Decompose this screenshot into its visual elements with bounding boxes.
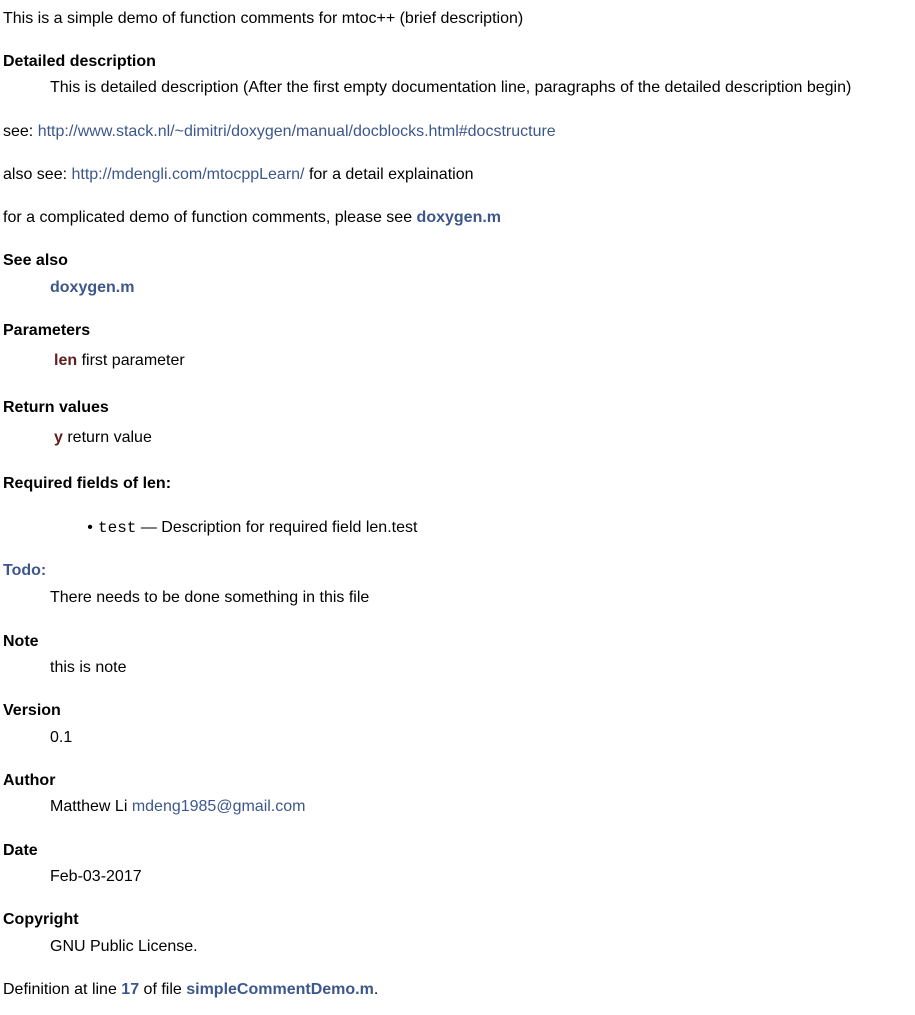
note-title: Note xyxy=(3,633,39,650)
see-also-section xyxy=(3,251,134,297)
return-values-title: Return values xyxy=(3,399,109,416)
also-see-prefix: also see: xyxy=(3,166,72,183)
author-section xyxy=(3,771,305,816)
return-desc: return value xyxy=(62,429,152,446)
also-see-suffix: for a detail explaination xyxy=(304,166,474,183)
complicated-prefix: for a complicated demo of function comments, please see xyxy=(3,209,417,226)
author-title: Author xyxy=(3,772,56,789)
complicated-demo-line xyxy=(3,208,501,227)
source-file-link[interactable]: simpleCommentDemo.m xyxy=(186,981,374,998)
definition-middle: of file xyxy=(139,981,187,998)
definition-prefix: Definition at line xyxy=(3,981,122,998)
parameters-section xyxy=(3,321,185,370)
parameter-row xyxy=(3,351,185,370)
parameters-title: Parameters xyxy=(3,322,91,339)
version-section xyxy=(3,701,72,747)
definition-suffix: . xyxy=(373,981,379,998)
see-line xyxy=(3,122,556,141)
param-name: len xyxy=(54,352,78,369)
date-section xyxy=(3,841,142,886)
brief-description: This is a simple demo of function comments for mtoc++ (brief description) xyxy=(3,10,524,27)
return-value-row xyxy=(3,428,152,447)
required-fields-title: Required fields of len: xyxy=(3,475,172,492)
note-section xyxy=(3,632,126,677)
date-title: Date xyxy=(3,842,38,859)
docstructure-link[interactable]: http://www.stack.nl/~dimitri/doxygen/manual/docblocks.html#docstructure xyxy=(37,123,556,140)
required-fields-list xyxy=(3,518,417,538)
version-title: Version xyxy=(3,702,61,719)
copyright-title: Copyright xyxy=(3,911,79,928)
detailed-title: Detailed description xyxy=(3,53,156,70)
detailed-section xyxy=(3,52,851,97)
see-also-title: See also xyxy=(3,252,68,269)
date-text: Feb-03-2017 xyxy=(50,868,142,885)
definition-line xyxy=(3,980,378,999)
todo-section xyxy=(3,562,369,607)
todo-text: There needs to be done something in this file xyxy=(50,589,370,606)
field-dash: — xyxy=(136,519,162,536)
return-values-section xyxy=(3,398,152,447)
field-desc: Description for required field len.test xyxy=(161,519,418,536)
copyright-text: GNU Public License. xyxy=(50,938,198,955)
param-desc: first parameter xyxy=(77,352,185,369)
line-number-link[interactable]: 17 xyxy=(121,981,140,998)
author-row xyxy=(3,797,305,816)
see-prefix: see: xyxy=(3,123,38,140)
detailed-text: This is detailed description (After the first empty documentation line, paragraphs of the detailed description begin) xyxy=(50,79,852,96)
required-fields-section xyxy=(3,474,417,538)
list-item xyxy=(82,518,417,538)
version-text: 0.1 xyxy=(50,729,73,746)
author-email-link[interactable]: mdeng1985@gmail.com xyxy=(131,798,306,815)
return-name: y xyxy=(54,429,63,446)
bullet: • xyxy=(87,519,93,536)
also-see-line xyxy=(3,165,474,184)
note-text: this is note xyxy=(50,659,127,676)
field-name: test xyxy=(98,519,137,537)
doxygen-m-link[interactable]: doxygen.m xyxy=(416,209,502,226)
todo-link[interactable]: Todo: xyxy=(3,562,47,579)
author-name: Matthew Li xyxy=(50,798,132,815)
see-also-doxygen-link[interactable]: doxygen.m xyxy=(50,279,135,296)
mtocpp-learn-link[interactable]: http://mdengli.com/mtocppLearn/ xyxy=(71,166,305,183)
copyright-section xyxy=(3,910,198,956)
